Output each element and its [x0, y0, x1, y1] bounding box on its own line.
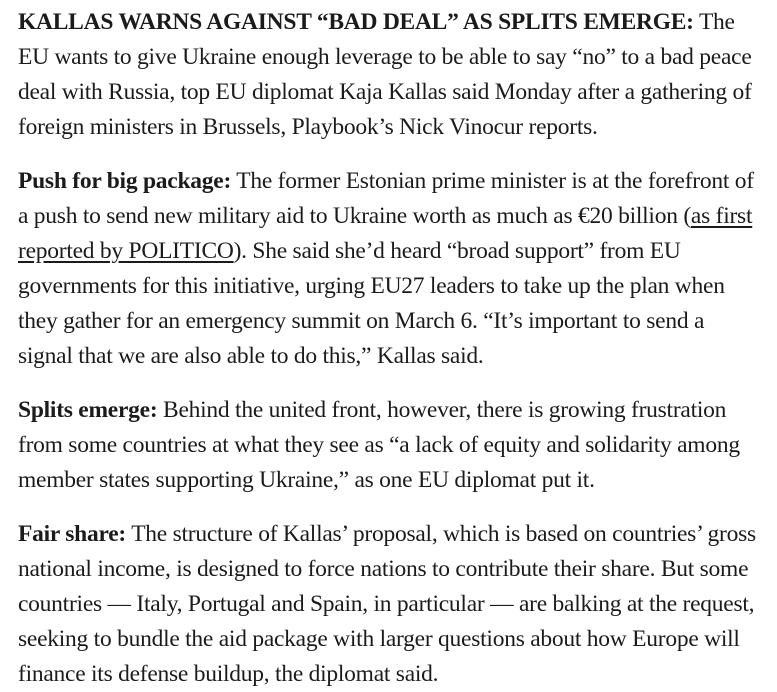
paragraph-text-splits-emerge: Behind the united front, however, there is growing frustration from some countries at what they see as “a lack of equity and solidarity among member states supporting Ukraine,” as one EU diplomat put it. — [18, 397, 740, 493]
paragraph-fair-share — [18, 517, 758, 692]
paragraph-lead-fair-share: Fair share: — [18, 521, 126, 547]
paragraph-lead-splits-emerge: Splits emerge: — [18, 397, 158, 423]
paragraph-kallas-warns — [18, 5, 758, 145]
paragraph-splits-emerge — [18, 393, 758, 498]
paragraph-text-before-link: The former Estonian prime minister is at the forefront of a push to send new military aid to Ukraine worth as much as €20 billion ( — [18, 168, 754, 229]
paragraph-push-for-big-package — [18, 164, 758, 374]
paragraph-text-after-link: ). She said she’d heard “broad support” from EU governments for this initiative, urging EU27 leaders to take up the plan when they gather for an emergency summit on March 6. “It’s important to send a signal that we are also able to do this,” Kallas said. — [18, 238, 725, 369]
paragraph-lead-kallas-warns: KALLAS WARNS AGAINST “BAD DEAL” AS SPLITS EMERGE: — [18, 9, 694, 35]
paragraph-lead-push-for-big-package: Push for big package: — [18, 168, 232, 194]
paragraph-text-kallas-warns: The EU wants to give Ukraine enough leverage to be able to say “no” to a bad peace deal with Russia, top EU diplomat Kaja Kallas said Monday after a gathering of foreign ministers in Brussels, Playbook’s Nick Vinocur reports. — [18, 9, 752, 140]
paragraph-text-fair-share: The structure of Kallas’ proposal, which is based on countries’ gross national income, is designed to force nations to contribute their share. But some countries — Italy, Portugal and Spain, in particular — are balking at the request, seeking to bundle the aid package with larger questions about how Europe will finance its defense buildup, the diplomat said. — [18, 521, 756, 687]
politico-report-link[interactable]: as first reported by POLITICO — [18, 203, 753, 264]
